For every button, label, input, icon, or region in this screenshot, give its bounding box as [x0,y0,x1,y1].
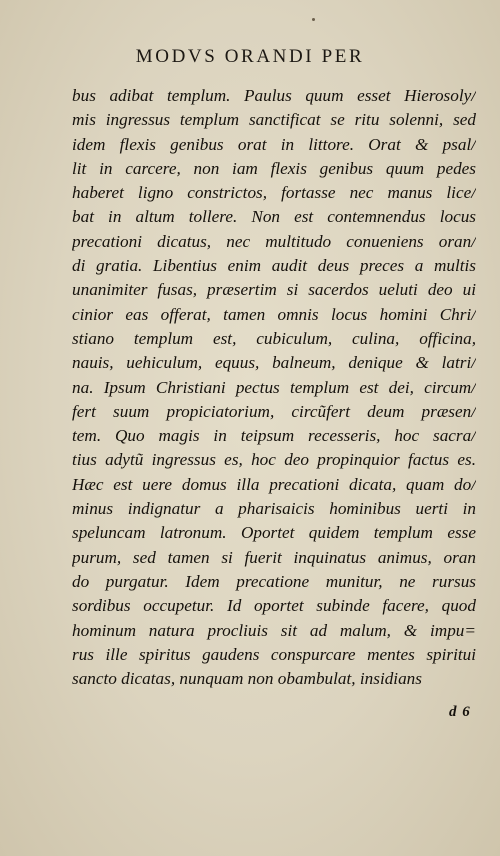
text-line: minus indignatur a pharisaicis hominibus uerti in [72,499,476,519]
signature-mark: d 6 [449,704,471,720]
text-line: purum, sed tamen si fuerit inquinatus animus, oran [72,547,476,567]
text-line: haberet ligno constrictos, fortasse nec manus lice/ [72,183,476,203]
text-line: cinior eas offerat, tamen omnis locus homini Chri/ [72,304,476,324]
text-line: fert suum propiciatorium, circũfert deum præsen/ [72,401,476,421]
ink-dot [312,18,315,21]
text-line: bus adibat templum. Paulus quum esset Hierosoly/ [72,86,476,105]
text-line: unanimiter fusas, præsertim si sacerdos ueluti deo ui [72,280,476,300]
text-line: di gratia. Libentius enim audit deus preces a multis [72,256,476,276]
text-line: do purgatur. Idem precatione munitur, ne rursus [72,571,476,591]
text-line: hominum natura procliuis sit ad malum, & impu= [72,620,476,640]
text-block [72,84,476,691]
text-line: stiano templum est, cubiculum, culina, officina, [72,328,476,348]
text-line: nauis, uehiculum, equus, balneum, denique & latri/ [72,353,476,373]
text-line: tius adytũ ingressus es, hoc deo propinquior factus es. [72,450,476,470]
text-line: mis ingressus templum sanctificat se ritu solenni, sed [72,110,476,130]
text-line: lit in carcere, non iam flexis genibus quum pedes [72,158,476,178]
text-line: idem flexis genibus orat in littore. Orat & psal/ [72,134,476,154]
text-line: sordibus occupetur. Id oportet subinde facere, quod [72,596,476,616]
text-line: sancto dicatas, nunquam non obambulat, insidians [72,669,422,689]
text-line: precationi dicatus, nec multitudo conueniens oran/ [72,231,476,251]
text-line: Hæc est uere domus illa precationi dicata, quam do/ [72,474,476,494]
running-head: MODVS ORANDI PER [135,46,365,67]
text-line: speluncam latronum. Oportet quidem templum esse [72,523,476,543]
text-line: tem. Quo magis in teipsum recesseris, hoc sacra/ [72,426,476,446]
text-line: bat in altum tollere. Non est contemnendus locus [72,207,476,227]
text-line: na. Ipsum Christiani pectus templum est dei, circum/ [72,377,476,397]
text-line: rus ille spiritus gaudens conspurcare mentes spiritui [72,644,476,664]
